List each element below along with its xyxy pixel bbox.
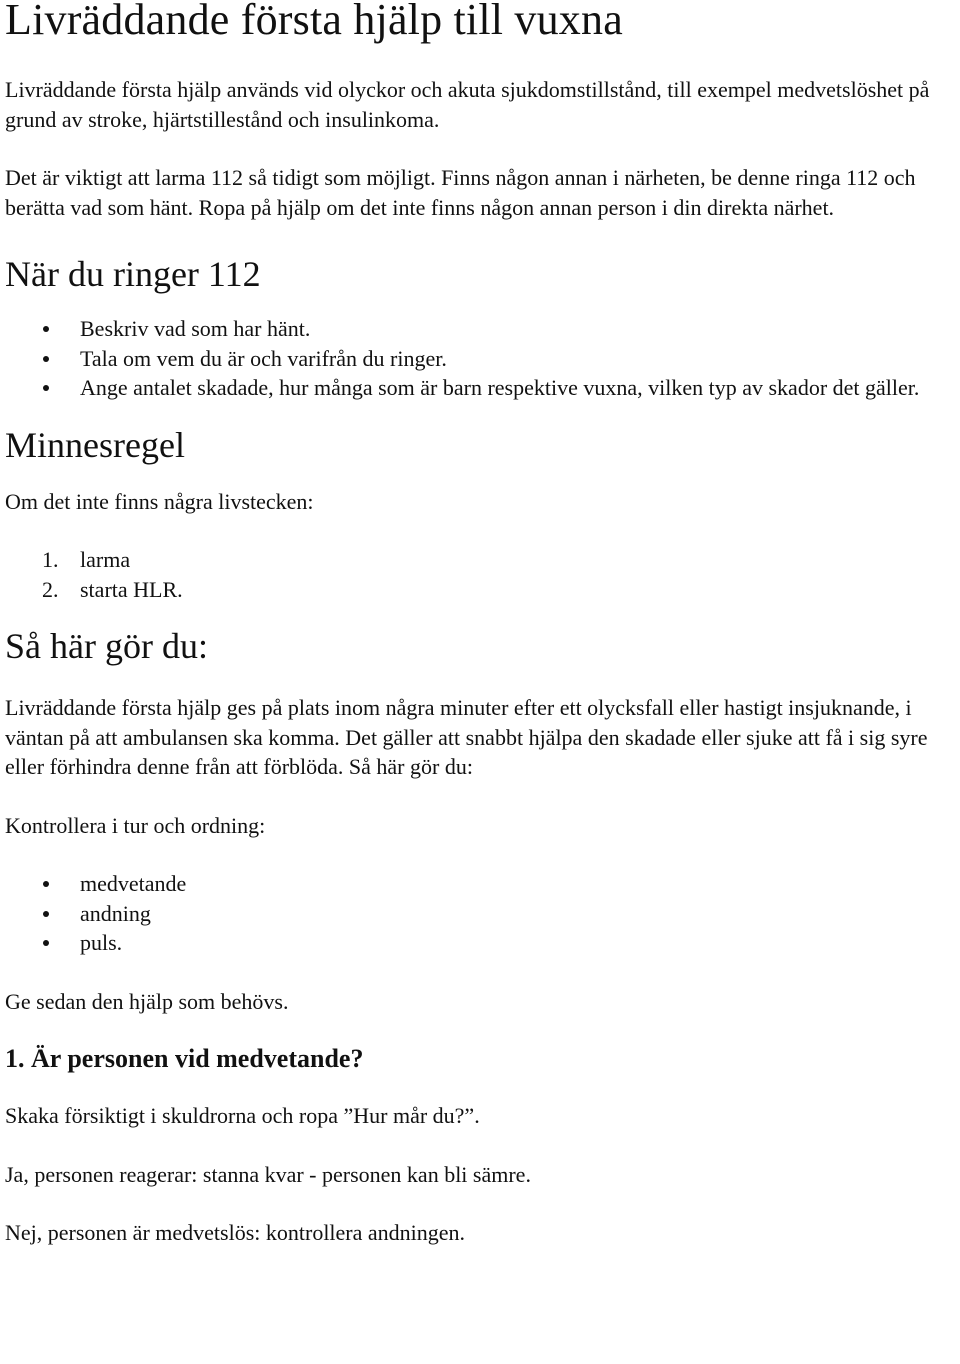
check-list — [5, 869, 957, 958]
intro-paragraph-1: Livräddande första hjälp används vid olyckor och akuta sjukdomstillstånd, till exempel medvetslöshet på grund av stroke, hjärtstillestånd och insulinkoma. — [5, 77, 930, 132]
list-item — [5, 869, 957, 899]
list-item-text: Tala om vem du är och varifrån du ringer. — [80, 345, 447, 371]
list-item — [5, 545, 957, 575]
conscious-yes: Ja, personen reagerar: stanna kvar - personen kan bli sämre. — [5, 1161, 531, 1187]
list-item — [5, 899, 957, 929]
list-item-text: larma — [80, 547, 131, 572]
after-text: Ge sedan den hjälp som behövs. — [5, 988, 289, 1014]
intro-paragraph-2: Det är viktigt att larma 112 så tidigt som möjligt. Finns någon annan i närheten, be denne ringa 112 och berätta vad som hänt. Ropa på hjälp om det inte finns någon annan person i din direkta närhet. — [5, 165, 916, 220]
document-page — [5, 0, 957, 1248]
subsection-heading-conscious: 1. Är personen vid medvetande? — [5, 1044, 364, 1073]
bullet-icon — [43, 385, 49, 391]
bullet-icon — [43, 356, 49, 362]
bullet-icon — [43, 326, 49, 332]
list-item-text: Ange antalet skadade, hur många som är barn respektive vuxna, vilken typ av skador det gäller. — [80, 375, 920, 400]
list-item-text: andning — [80, 900, 151, 926]
section-heading-rule: Minnesregel — [5, 424, 185, 465]
call-112-list — [5, 314, 957, 403]
check-lead: Kontrollera i tur och ordning: — [5, 812, 266, 838]
list-item — [5, 344, 957, 374]
list-item — [5, 928, 957, 958]
page-title: Livräddande första hjälp till vuxna — [5, 0, 623, 44]
list-number: 1. — [42, 547, 59, 572]
list-item-text: Beskriv vad som har hänt. — [80, 316, 311, 341]
list-item-text: starta HLR. — [80, 576, 183, 602]
section-heading-howto: Så här gör du: — [5, 626, 208, 666]
list-item — [5, 575, 957, 605]
bullet-icon — [43, 911, 49, 917]
howto-paragraph: Livräddande första hjälp ges på plats inom några minuter efter ett olycksfall eller hastigt insjuknande, i väntan på att ambulansen ska komma. Det gäller att snabbt hjälpa den skadade eller sjuke att få i sig syre eller förhindra denne från att förblöda. Så här gör du: — [5, 695, 928, 779]
list-item-text: puls. — [80, 930, 123, 955]
conscious-no: Nej, personen är medvetslös: kontrollera andningen. — [5, 1220, 466, 1245]
section-heading-call-112: När du ringer 112 — [5, 254, 261, 294]
rule-lead: Om det inte finns några livstecken: — [5, 488, 314, 514]
rule-steps — [5, 545, 957, 604]
bullet-icon — [43, 881, 49, 887]
list-item — [5, 314, 957, 344]
bullet-icon — [43, 940, 49, 946]
list-item — [5, 373, 957, 403]
list-item-text: medvetande — [80, 871, 187, 896]
conscious-instruction: Skaka försiktigt i skuldrorna och ropa ”Hur mår du?”. — [5, 1103, 480, 1128]
list-number: 2. — [42, 576, 59, 602]
